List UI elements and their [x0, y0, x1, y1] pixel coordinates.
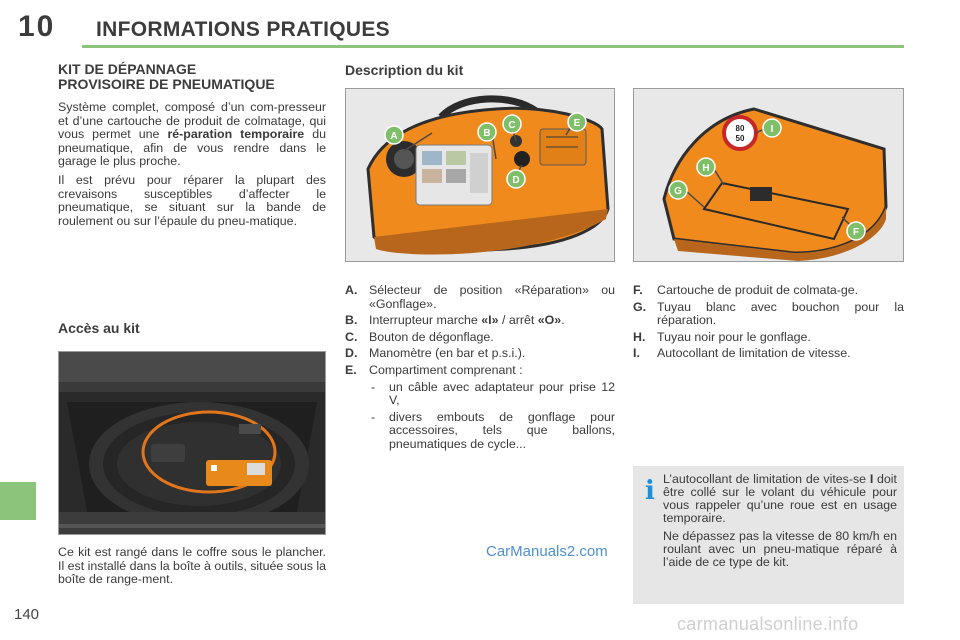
- legend-text: Sélecteur de position «Réparation» ou «Gonflage».: [369, 283, 615, 311]
- kit-section-title-line1: KIT DE DÉPANNAGE: [58, 61, 197, 77]
- legend-text: Tuyau blanc avec bouchon pour la réparation.: [657, 299, 904, 328]
- callout-f-label: F: [852, 227, 860, 238]
- info-text: [663, 473, 897, 574]
- access-text: Ce kit est rangé dans le coffre sous le plancher. Il est installé dans la boîte à outils, située sous la boîte de range-ment.: [58, 545, 326, 587]
- kit-intro-text-a: Système complet, composé d’un com-presseur et d’une cartouche de produit de colmatage, qui vous permet une: [58, 100, 326, 142]
- legend-text-part: / arrêt: [498, 313, 538, 328]
- kit-back-illustration: [634, 89, 904, 262]
- kit-front-illustration: [346, 89, 615, 262]
- callout-g-label: G: [674, 186, 682, 197]
- callout-d-label: D: [512, 175, 520, 186]
- legend-letter: A.: [345, 283, 358, 297]
- info-paragraph-speed: Ne dépassez pas la vitesse de 80 km/h en roulant avec un pneu-matique réparé à l’aide de ce type de kit.: [663, 529, 897, 569]
- legend-letter: F.: [633, 283, 643, 297]
- callout-b-label: B: [483, 128, 491, 139]
- kit-photo-back: [633, 88, 904, 262]
- info-paragraph-sticker: [663, 473, 897, 525]
- kit-purpose-paragraph: Il est prévu pour réparer la plupart des crevaisons susceptibles d’affecter le pneumatique, se situant sur la bande de roulement ou sur l’épaule du pneu-matique.: [58, 172, 326, 228]
- chapter-number: 10: [18, 10, 56, 43]
- chapter-title: INFORMATIONS PRATIQUES: [96, 18, 390, 41]
- sticker-top-value: 80: [735, 124, 745, 133]
- legend-subtext: un câble avec adaptateur pour prise 12 V,: [389, 379, 615, 408]
- callout-e-label: E: [573, 118, 581, 129]
- legend-bold-off: «O»: [537, 313, 562, 328]
- sticker-bottom-value: 50: [735, 134, 745, 143]
- legend-dash: -: [371, 379, 376, 394]
- chapter-divider: [82, 45, 904, 48]
- callout-c-label: C: [508, 120, 516, 131]
- legend-item-h: [633, 331, 904, 345]
- legend-letter: H.: [633, 329, 646, 344]
- legend-letter: B.: [345, 313, 358, 328]
- legend-item-i: [633, 347, 904, 361]
- legend-text: Compartiment comprenant :: [369, 362, 523, 377]
- legend-subitem-nozzles: [371, 411, 615, 452]
- legend-letter: G.: [633, 299, 647, 314]
- legend-dash: -: [371, 409, 376, 424]
- kit-intro-text-b: du pneumatique, afin de vous rendre dans le garage le plus proche.: [58, 127, 326, 169]
- trunk-illustration: [59, 352, 326, 535]
- kit-intro-bold: ré-paration temporaire: [167, 127, 305, 142]
- kit-section-title-line2: PROVISOIRE DE PNEUMATIQUE: [58, 76, 275, 92]
- legend-text: Bouton de dégonflage.: [369, 329, 494, 344]
- chapter-side-tab: [0, 482, 36, 520]
- legend-subtext: divers embouts de gonflage pour accessoires, tels que ballons, pneumatiques de cycle...: [389, 409, 615, 451]
- legend-text-part: .: [561, 313, 565, 328]
- legend-item-d: [345, 347, 615, 361]
- legend-item-c: [345, 331, 615, 345]
- legend-list-left: [345, 284, 615, 455]
- legend-letter: C.: [345, 329, 358, 344]
- info-text-part: doit être collé sur le volant du véhicule pour vous rappeler qu’une roue est en usage temporaire.: [663, 472, 897, 525]
- kit-intro-paragraph: [58, 101, 326, 169]
- legend-item-f: [633, 284, 904, 298]
- legend-item-e: [345, 364, 615, 378]
- callout-a-label: A: [390, 131, 398, 142]
- kit-photo-front: [345, 88, 615, 262]
- legend-text: Tuyau noir pour le gonflage.: [657, 329, 811, 344]
- legend-text: Manomètre (en bar et p.s.i.).: [369, 346, 526, 361]
- description-title: Description du kit: [345, 62, 464, 78]
- speed-limit-sticker: [724, 117, 756, 149]
- watermark-carmanuals2: CarManuals2.com: [486, 543, 608, 560]
- legend-list-right: [633, 284, 904, 364]
- callout-h-label: H: [702, 163, 710, 174]
- legend-letter: I.: [633, 346, 640, 361]
- legend-item-a: [345, 284, 615, 311]
- legend-item-b: [345, 314, 615, 328]
- legend-text-part: Interrupteur marche: [369, 313, 482, 328]
- access-section-title: Accès au kit: [58, 320, 140, 336]
- trunk-photo: [58, 351, 326, 535]
- callout-i-label: I: [770, 124, 774, 135]
- legend-bold-on: «I»: [481, 313, 499, 328]
- legend-subitem-cable: [371, 381, 615, 408]
- kit-section: [58, 62, 326, 233]
- page-number: 140: [14, 606, 40, 623]
- info-box: [633, 466, 904, 604]
- watermark-carmanualsonline: carmanualsonline.info: [677, 614, 859, 634]
- legend-item-g: [633, 301, 904, 328]
- legend-text: Autocollant de limitation de vitesse.: [657, 346, 851, 361]
- legend-text: Cartouche de produit de colmata-ge.: [657, 283, 859, 297]
- legend-letter: D.: [345, 346, 358, 361]
- legend-letter: E.: [345, 362, 357, 377]
- info-icon: i: [645, 476, 655, 506]
- legend-text: [369, 314, 615, 328]
- info-bold-letter: I: [869, 472, 874, 486]
- info-text-part: L’autocollant de limitation de vites-se: [663, 472, 870, 486]
